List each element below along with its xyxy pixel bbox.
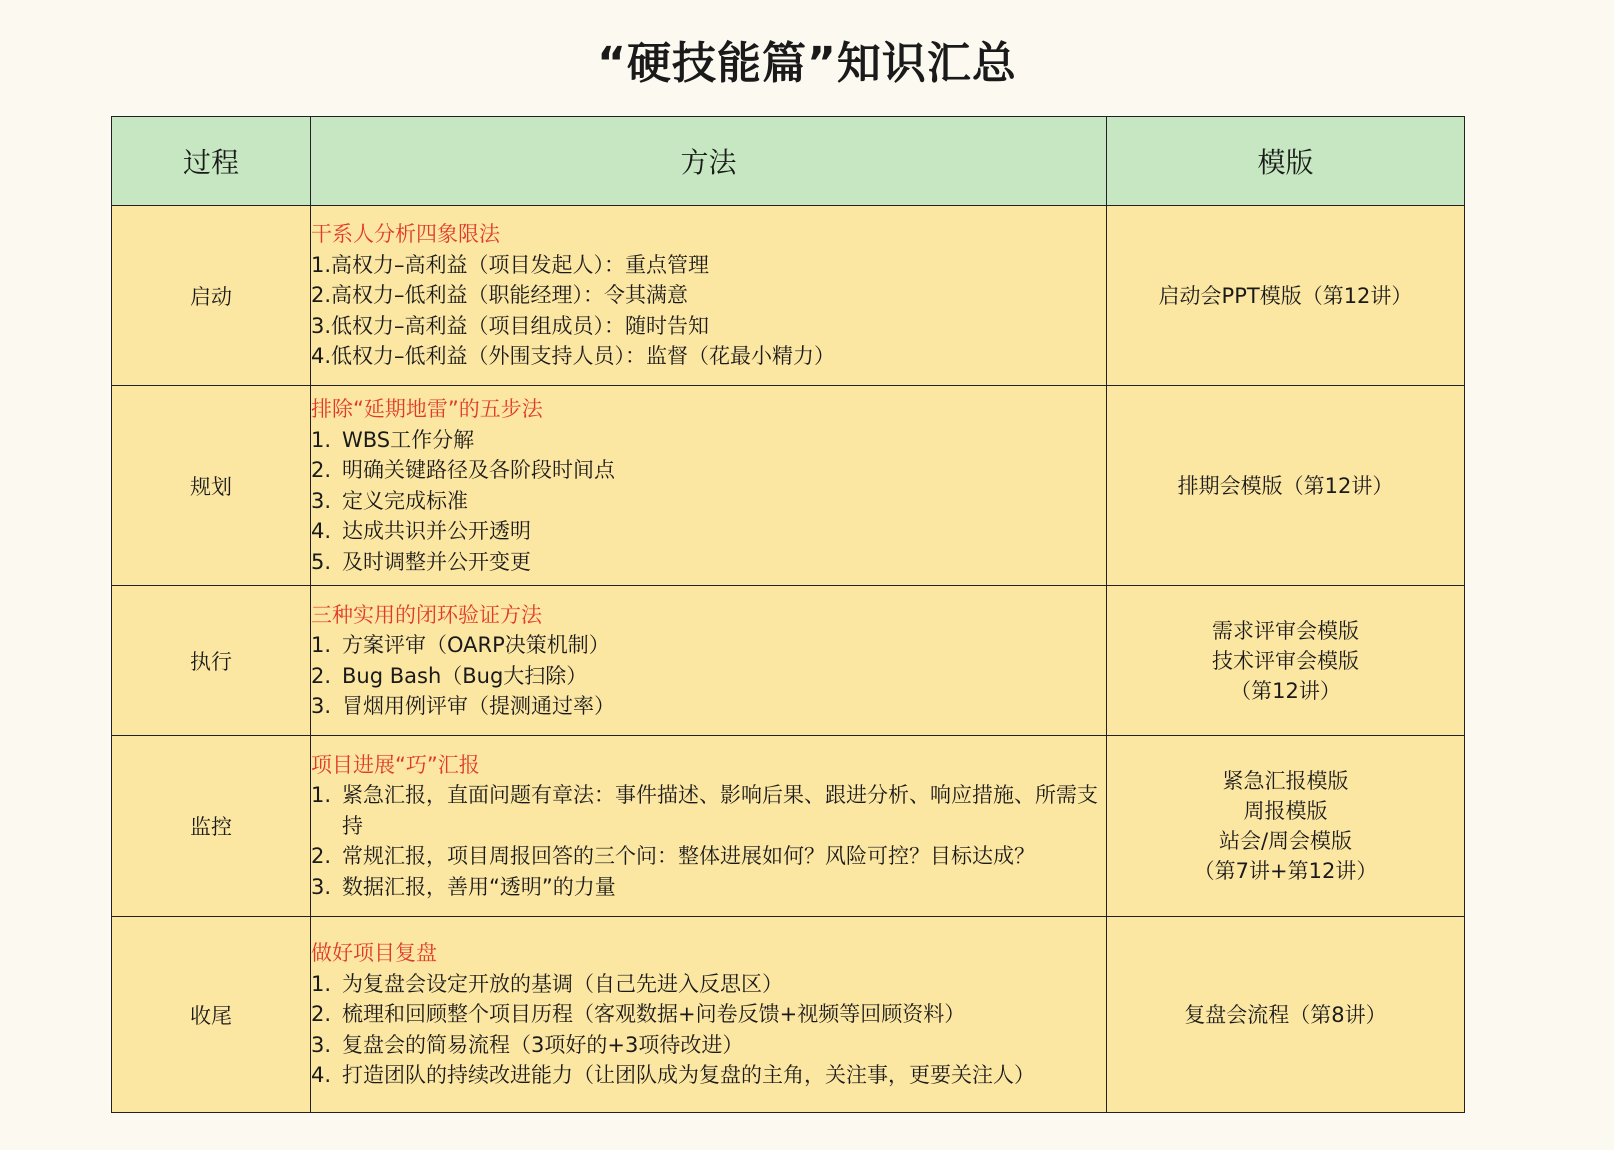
item-text: 复盘会的简易流程（3项好的+3项待改进） [342,1032,744,1057]
method-item [311,311,1106,342]
item-number: 2. [311,283,332,308]
item-number: 1. [311,633,332,657]
method-cell [311,586,1107,736]
method-item [311,872,1106,903]
item-text: 打造团队的持续改进能力（让团队成为复盘的主角，关注事，更要关注人） [342,1063,1035,1088]
item-number: 1. [311,783,332,808]
item-text: Bug Bash（Bug大扫除） [342,663,588,688]
template-cell [1107,917,1465,1113]
header-process: 过程 [112,117,311,206]
process-cell: 启动 [112,206,311,386]
template-line: 周报模版 [1243,799,1328,823]
item-number: 3. [311,313,332,338]
template-cell [1107,586,1465,736]
item-text: 高权力–低利益（职能经理）：令其满意 [331,283,689,308]
method-item [311,547,1106,578]
process-cell: 监控 [112,736,311,917]
template-line: 技术评审会模版 [1212,648,1359,673]
process-cell: 规划 [112,386,311,586]
table-row [112,917,1465,1113]
page-title: “硬技能篇”知识汇总 [597,38,1017,89]
item-text: WBS工作分解 [342,427,475,452]
item-text: 冒烟用例评审（提测通过率） [342,694,615,718]
item-text: 梳理和回顾整个项目历程（客观数据+问卷反馈+视频等回顾资料） [342,1002,966,1027]
method-item [311,969,1106,1000]
method-item [311,999,1106,1030]
method-item [311,1030,1106,1061]
item-number: 5. [311,549,332,574]
method-item [311,1060,1106,1091]
item-number: 2. [311,844,332,869]
item-number: 4. [311,1063,332,1088]
method-item [311,486,1106,517]
method-item [311,661,1106,692]
method-item [311,516,1106,547]
item-text: 明确关键路径及各阶段时间点 [342,458,615,482]
summary-table [111,116,1465,1113]
item-number: 3. [311,694,332,718]
method-cell [311,386,1107,586]
method-title: 干系人分析四象限法 [311,222,500,247]
item-number: 3. [311,488,332,513]
item-text: 方案评审（OARP决策机制） [342,633,610,657]
template-line: （第12讲） [1230,678,1341,703]
item-text: 低权力–低利益（外围支持人员）：监督（花最小精力） [331,344,836,369]
item-number: 1. [311,427,332,452]
template-cell [1107,386,1465,586]
item-text: 定义完成标准 [342,488,468,513]
item-text: 数据汇报，善用“透明”的力量 [342,874,616,899]
item-text: 为复盘会设定开放的基调（自己先进入反思区） [342,971,783,996]
item-text: 达成共识并公开透明 [342,519,531,543]
item-number: 3. [311,874,332,899]
header-method: 方法 [311,117,1107,206]
method-title: 排除“延期地雷”的五步法 [311,397,543,421]
template-line: 排期会模版（第12讲） [1177,473,1394,498]
process-cell: 收尾 [112,917,311,1113]
template-cell [1107,206,1465,386]
item-number: 2. [311,458,332,482]
template-line: 启动会PPT模版（第12讲） [1158,283,1413,308]
table-row [112,386,1465,586]
process-cell: 执行 [112,586,311,736]
method-cell [311,206,1107,386]
template-line: 紧急汇报模版 [1222,769,1349,793]
method-item [311,425,1106,456]
item-text: 及时调整并公开变更 [342,549,531,574]
table-row [112,586,1465,736]
item-text: 紧急汇报，直面问题有章法：事件描述、影响后果、跟进分析、响应措施、所需支持 [342,783,1098,838]
item-text: 常规汇报，项目周报回答的三个问：整体进展如何？风险可控？目标达成？ [342,844,1035,869]
method-title: 项目进展“巧”汇报 [311,752,480,777]
item-number: 2. [311,1002,332,1027]
method-cell [311,917,1107,1113]
item-number: 2. [311,663,332,688]
template-cell [1107,736,1465,917]
item-number: 4. [311,344,332,369]
item-text: 高权力–高利益（项目发起人）：重点管理 [331,252,710,277]
template-line: 站会/周会模版 [1218,829,1353,853]
item-number: 1. [311,252,332,277]
header-template: 模版 [1107,117,1465,206]
item-number: 1. [311,971,332,996]
template-line: （第7讲+第12讲） [1193,859,1378,883]
method-item [311,250,1106,281]
method-item [311,341,1106,372]
item-text: 低权力–高利益（项目组成员）：随时告知 [331,313,710,338]
method-item [311,841,1106,872]
table-row [112,206,1465,386]
method-item [311,630,1106,661]
method-item [311,280,1106,311]
method-item [311,780,1106,841]
method-title: 三种实用的闭环验证方法 [311,602,542,627]
method-item [311,455,1106,486]
method-item [311,691,1106,722]
item-number: 4. [311,519,332,543]
template-line: 需求评审会模版 [1212,618,1359,643]
table-row [112,736,1465,917]
method-cell [311,736,1107,917]
method-title: 做好项目复盘 [311,941,437,966]
item-number: 3. [311,1032,332,1057]
template-line: 复盘会流程（第8讲） [1184,1002,1387,1027]
header-row [112,117,1465,206]
